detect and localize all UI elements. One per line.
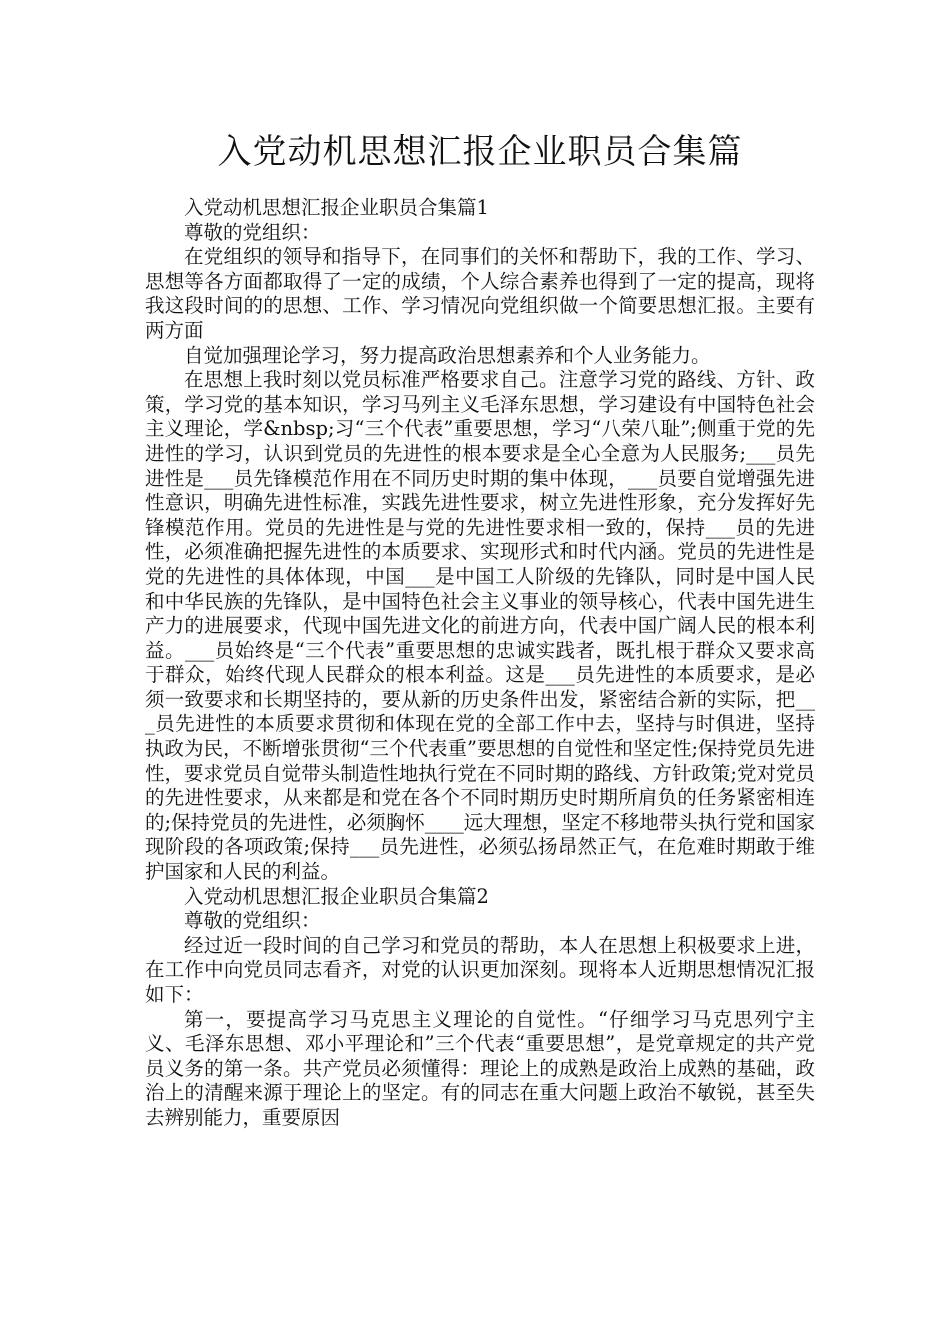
body-paragraph: 在党组织的领导和指导下，在同事们的关怀和帮助下，我的工作、学习、思想等各方面都取得了一定的成绩，个人综合素养也得到了一定的提高，现将我这段时间的的思想、工作、学习情况向党组织做一个简要思想汇报。主要有两方面 (145, 245, 815, 342)
body-paragraph: 自觉加强理论学习，努力提高政治思想素养和个人业务能力。 (184, 343, 711, 367)
section-heading-1: 入党动机思想汇报企业职员合集篇1 (184, 196, 489, 219)
body-paragraph: 在思想上我时刻以党员标准严格要求自己。注意学习党的路线、方针、政策，学习党的基本知识，学习马列主义毛泽东思想，学习建设有中国特色社会主义理论，学&nbsp;习“三个代表”重要思想，学习“八荣八耻”;侧重于党的先进性的学习，认识到党员的先进性的根本要求是全心全意为人民服务;___员先进性是___员先锋模范作用在不同历史时期的集中体现，___员要自觉增强先进性意识，明确先进性标准，实践先进性要求，树立先进性形象，充分发挥好先锋模范作用。党员的先进性是与党的先进性要求相一致的，保持___员的先进性，必须准确把握先进性的本质要求、实现形式和时代内涵。党员的先进性是党的先进性的具体体现，中国___是中国工人阶级的先锋队，同时是中国人民和中华民族的先锋队，是中国特色社会主义事业的领导核心，代表中国先进生产力的进展要求，代现中国先进文化的前进方向，代表中国广阔人民的根本利益。___员始终是“三个代表”重要思想的忠诚实践者，既扎根于群众又要求高于群众，始终代现人民群众的根本利益。这是___员先进性的本质要求，是必须一致要求和长期坚持的，要从新的历史条件出发，紧密结合新的实际，把___员先进性的本质要求贯彻和体现在党的全部工作中去，坚持与时俱进，坚持执政为民，不断增张贯彻“三个代表重”要思想的自觉性和坚定性;保持党员先进性，要求党员自觉带头制造性地执行党在不同时期的路线、方针政策;党对党员的先进性要求，从来都是和党在各个不同时期历史时期所肩负的任务紧密相连的;保持党员的先进性，必须胸怀____远大理想，坚定不移地带头执行党和国家现阶段的各项政策;保持___员先进性，必须弘扬昂然正气，在危难时期敢于维护国家和人民的利益。 (145, 368, 816, 884)
body-paragraph: 经过近一段时间的自己学习和党员的帮助，本人在思想上积极要求上进，在工作中向党员同志看齐，对党的认识更加深刻。现将本人近期思想情况汇报如下： (145, 933, 815, 1006)
document-title: 入党动机思想汇报企业职员合集篇 (217, 132, 743, 172)
salutation-2: 尊敬的党组织： (184, 909, 321, 933)
body-paragraph: 第一，要提高学习马克思主义理论的自觉性。“仔细学习马克思列宁主义、毛泽东思想、邓小平理论和”三个代表“重要思想”，是党章规定的共产党员义务的第一条。共产党员必须懂得：理论上的成熟是政治上成熟的基础，政治上的清醒来源于理论上的坚定。有的同志在重大问题上政治不敏锐，甚至失去辨别能力，重要原因 (145, 1007, 815, 1129)
salutation-1: 尊敬的党组织： (184, 220, 321, 244)
document-page (145, 0, 815, 1344)
document-body (145, 196, 815, 1131)
section-heading-2: 入党动机思想汇报企业职员合集篇2 (184, 884, 489, 908)
